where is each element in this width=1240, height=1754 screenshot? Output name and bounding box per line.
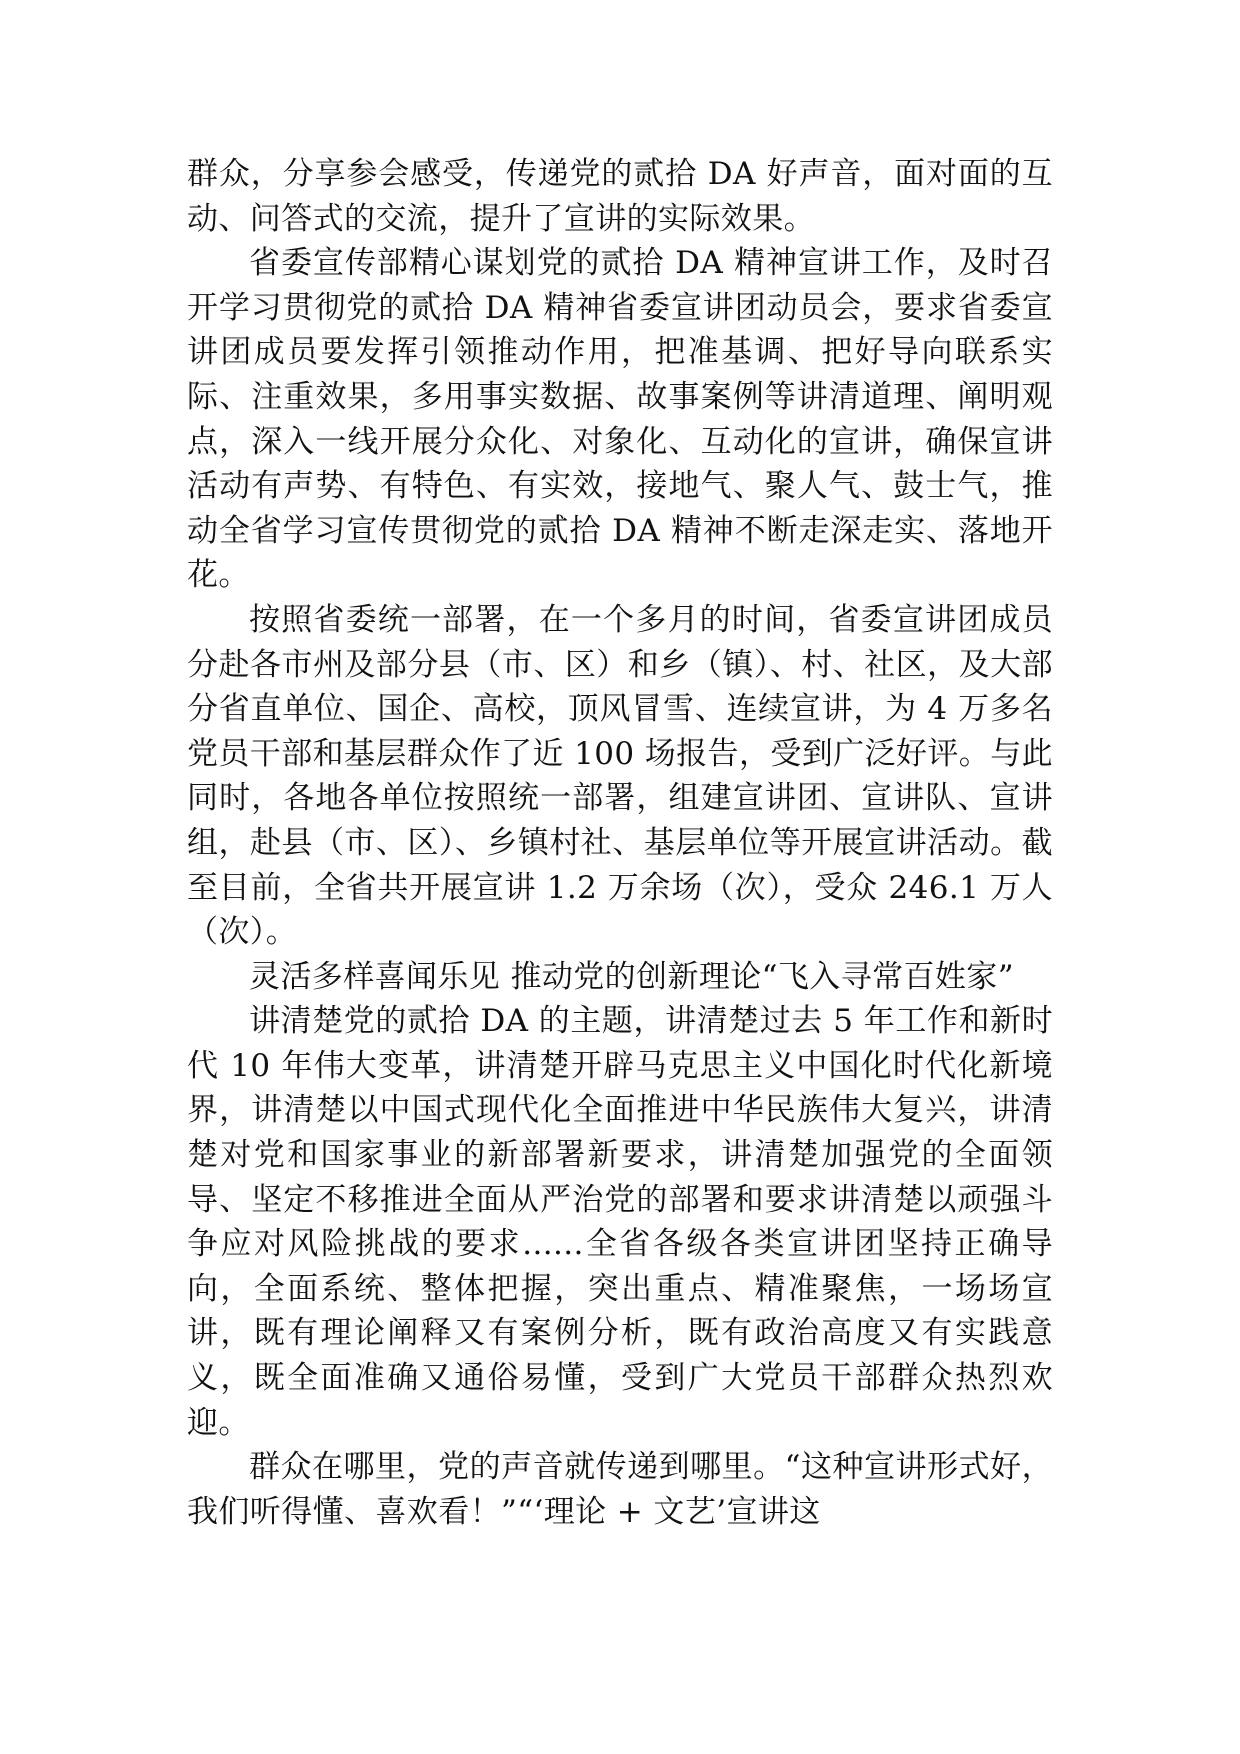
paragraph-5: 群众在哪里，党的声音就传递到哪里。“这种宣讲形式好，我们听得懂、喜欢看！”“‘理论 + 文艺’宣讲这: [187, 1449, 1053, 1530]
section-heading: 灵活多样喜闻乐见 推动党的创新理论“飞入寻常百姓家”: [249, 958, 1014, 995]
document-body: [187, 152, 1053, 1534]
paragraph-1: 群众，分享参会感受，传递党的贰拾 DA 好声音，面对面的互动、问答式的交流，提升了宣讲的实际效果。: [187, 156, 1053, 237]
paragraph-4: 讲清楚党的贰拾 DA 的主题，讲清楚过去 5 年工作和新时代 10 年伟大变革，讲清楚开辟马克思主义中国化时代化新境界，讲清楚以中国式现代化全面推进中华民族伟大复兴，讲清楚对党和国家事业的新部署新要求，讲清楚加强党的全面领导、坚定不移推进全面从严治党的部署和要求讲清楚以顽强斗争应对风险挑战的要求......全省各级各类宣讲团坚持正确导向，全面系统、整体把握，突出重点、精准聚焦，一场场宣讲，既有理论阐释又有案例分析，既有政治高度又有实践意义，既全面准确又通俗易懂，受到广大党员干部群众热烈欢迎。: [187, 1003, 1053, 1441]
paragraph-2: 省委宣传部精心谋划党的贰拾 DA 精神宣讲工作，及时召开学习贯彻党的贰拾 DA 精神省委宣讲团动员会，要求省委宣讲团成员要发挥引领推动作用，把准基调、把好导向联系实际、注重效果，多用事实数据、故事案例等讲清道理、阐明观点，深入一线开展分众化、对象化、互动化的宣讲，确保宣讲活动有声势、有特色、有实效，接地气、聚人气、鼓士气，推动全省学习宣传贯彻党的贰拾 DA 精神不断走深走实、落地开花。: [187, 245, 1053, 594]
paragraph-3: 按照省委统一部署，在一个多月的时间，省委宣讲团成员分赴各市州及部分县（市、区）和乡（镇）、村、社区，及大部分省直单位、国企、高校，顶风冒雪、连续宣讲，为 4 万多名党员干部和基层群众作了近 100 场报告，受到广泛好评。与此同时，各地各单位按照统一部署，组建宣讲团、宣讲队、宣讲组，赴县（市、区）、乡镇村社、基层单位等开展宣讲活动。截至目前，全省共开展宣讲 1.2 万余场（次），受众 246.1 万人（次）。: [187, 601, 1053, 951]
